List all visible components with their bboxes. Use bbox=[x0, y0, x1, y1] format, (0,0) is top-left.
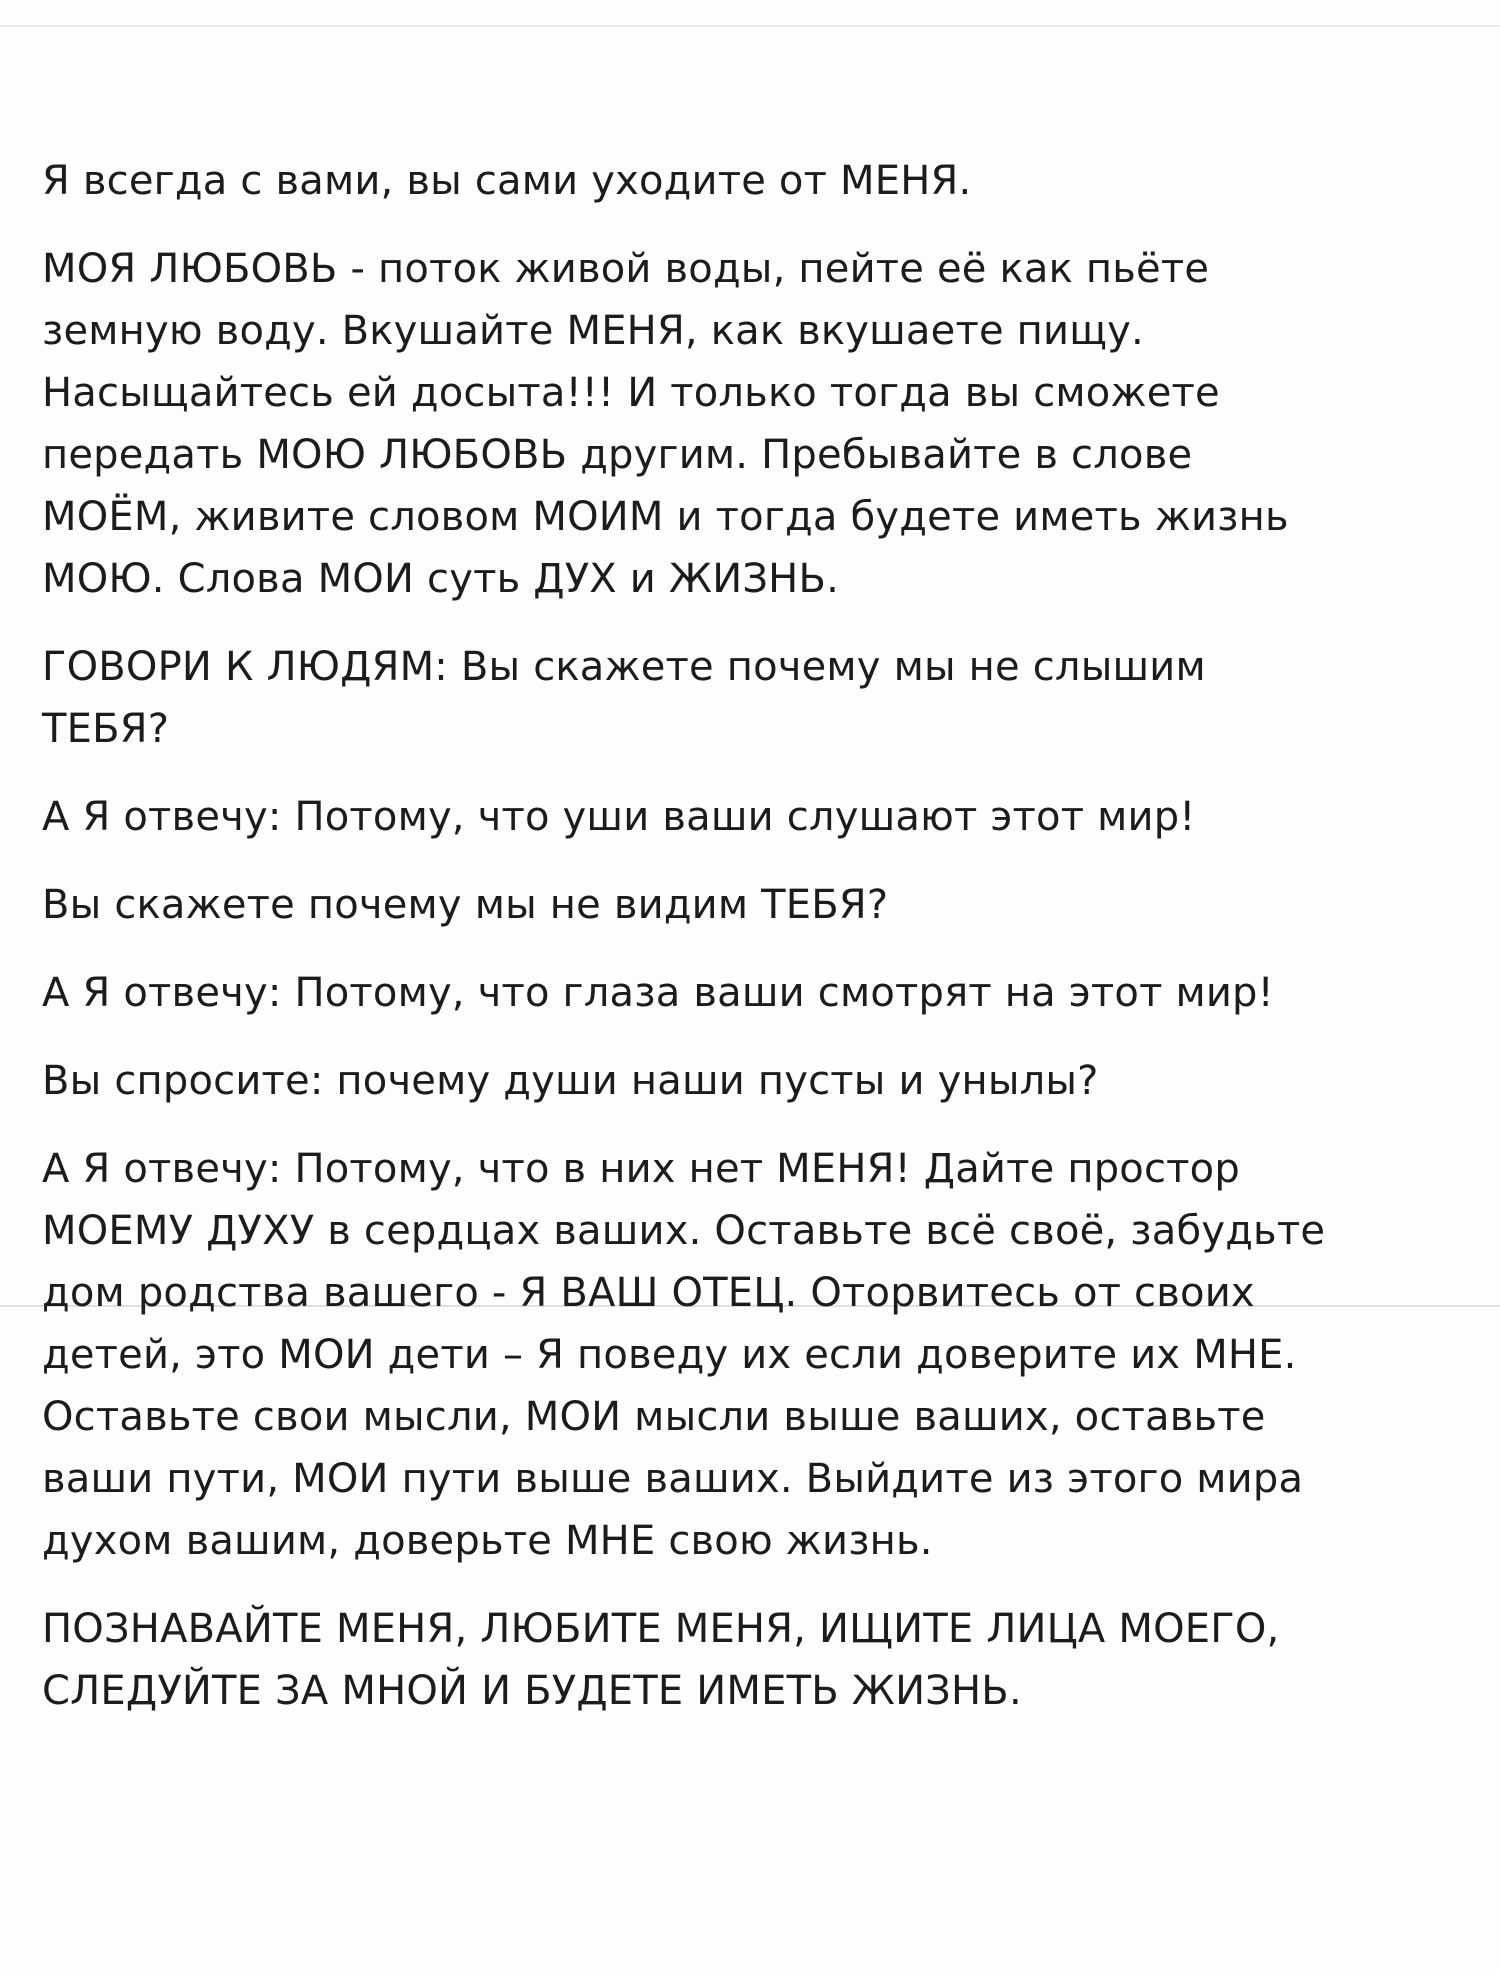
text-line: А Я отвечу: Потому, что глаза ваши смотрят на этот мир! bbox=[42, 970, 1274, 1016]
text-line: Вы спросите: почему души наши пусты и унылы? bbox=[42, 1058, 1099, 1104]
text-line: ГОВОРИ К ЛЮДЯМ: Вы скажете почему мы не слышим bbox=[42, 644, 1206, 690]
text-line: Вы скажете почему мы не видим ТЕБЯ? bbox=[42, 882, 889, 928]
text-line: ТЕБЯ? bbox=[42, 706, 170, 752]
paragraph-8 bbox=[42, 1138, 1462, 1572]
paragraph-7 bbox=[42, 1050, 1462, 1112]
text-line: ПОЗНАВАЙТЕ МЕНЯ, ЛЮБИТЕ МЕНЯ, ИЩИТЕ ЛИЦА МОЕГО, bbox=[42, 1606, 1280, 1652]
text-line: духом вашим, доверьте МНЕ свою жизнь. bbox=[42, 1518, 933, 1564]
text-line: МОЮ. Слова МОИ суть ДУХ и ЖИЗНЬ. bbox=[42, 556, 840, 602]
text-line: МОЁМ, живите словом МОИМ и тогда будете иметь жизнь bbox=[42, 494, 1289, 540]
text-line: передать МОЮ ЛЮБОВЬ другим. Пребывайте в слове bbox=[42, 432, 1193, 478]
text-line: А Я отвечу: Потому, что уши ваши слушают этот мир! bbox=[42, 794, 1196, 840]
text-line: Насыщайтесь ей досыта!!! И только тогда вы сможете bbox=[42, 370, 1220, 416]
paragraph-3 bbox=[42, 636, 1462, 760]
text-line: СЛЕДУЙТЕ ЗА МНОЙ И БУДЕТЕ ИМЕТЬ ЖИЗНЬ. bbox=[42, 1668, 1022, 1714]
text-line: МОЕМУ ДУХУ в сердцах ваших. Оставьте всё своё, забудьте bbox=[42, 1208, 1326, 1254]
text-line: Оставьте свои мысли, МОИ мысли выше ваших, оставьте bbox=[42, 1394, 1266, 1440]
text-line: земную воду. Вкушайте МЕНЯ, как вкушаете пищу. bbox=[42, 308, 1144, 354]
paragraph-1 bbox=[42, 150, 1462, 212]
paragraph-5 bbox=[42, 874, 1462, 936]
text-line: дом родства вашего - Я ВАШ ОТЕЦ. Оторвитесь от своих bbox=[42, 1270, 1255, 1316]
paragraph-6 bbox=[42, 962, 1462, 1024]
paragraph-2 bbox=[42, 238, 1462, 610]
document-text bbox=[42, 150, 1462, 1748]
paragraph-9 bbox=[42, 1598, 1462, 1722]
text-line: МОЯ ЛЮБОВЬ - поток живой воды, пейте её как пьёте bbox=[42, 246, 1210, 292]
text-line: ваши пути, МОИ пути выше ваших. Выйдите из этого мира bbox=[42, 1456, 1304, 1502]
text-line: детей, это МОИ дети – Я поведу их если доверите их МНЕ. bbox=[42, 1332, 1297, 1378]
paper-fold-line bbox=[0, 25, 1500, 27]
text-line: А Я отвечу: Потому, что в них нет МЕНЯ! Дайте простор bbox=[42, 1146, 1240, 1192]
text-line: Я всегда с вами, вы сами уходите от МЕНЯ. bbox=[42, 158, 972, 204]
paragraph-4 bbox=[42, 786, 1462, 848]
